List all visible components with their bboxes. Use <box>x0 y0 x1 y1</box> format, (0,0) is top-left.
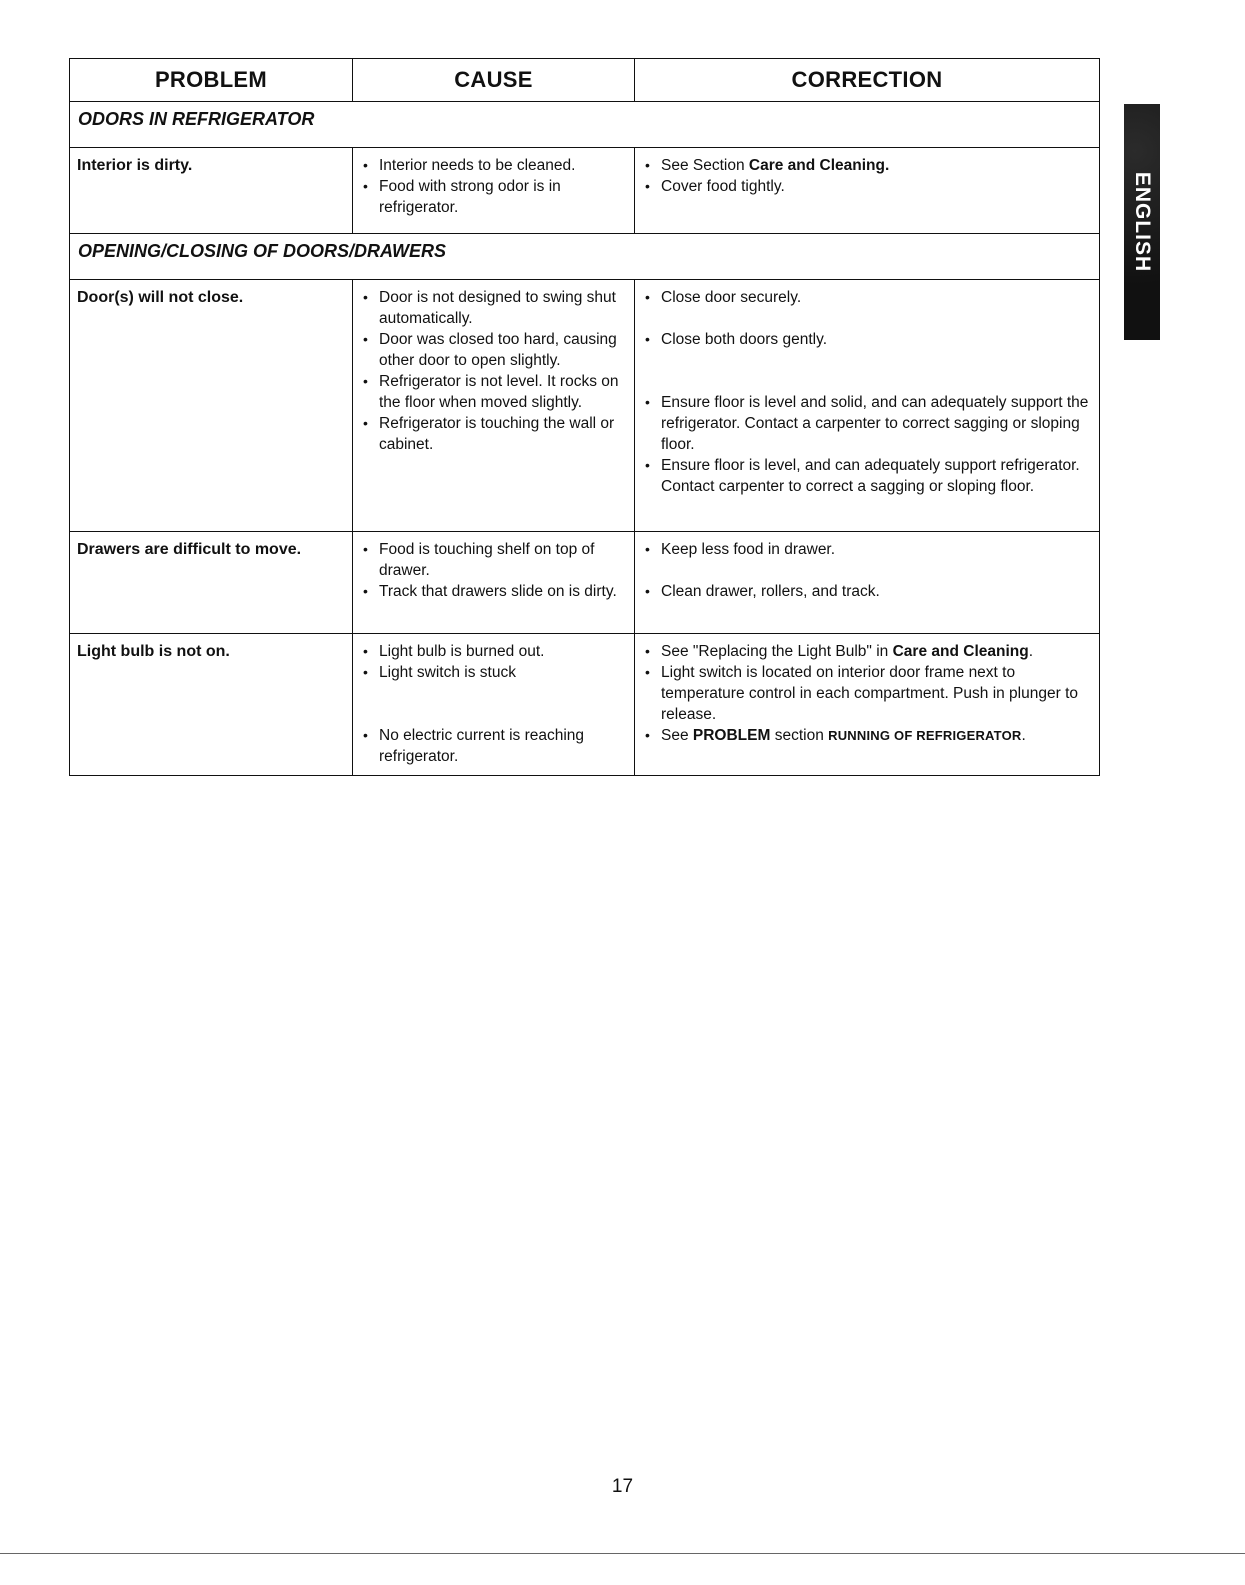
table-row <box>70 634 1100 776</box>
correction-emphasis: Care and Cleaning <box>892 643 1029 660</box>
correction-emphasis: Care and Cleaning. <box>748 157 890 174</box>
list-item <box>644 725 1093 746</box>
correction-list <box>644 287 1093 497</box>
list-item: • Keep less food in drawer. <box>644 539 1093 560</box>
list-item: • Refrigerator is touching the wall or cabinet. <box>362 413 628 455</box>
cause-cell <box>353 532 635 634</box>
correction-cell <box>635 280 1100 532</box>
list-item: • Close both doors gently. <box>644 329 1093 350</box>
language-side-tab <box>1124 104 1160 340</box>
section-title-opening-closing: OPENING/CLOSING OF DOORS/DRAWERS <box>70 234 1100 280</box>
problem-cell: Light bulb is not on. <box>70 634 353 776</box>
section-row <box>70 102 1100 148</box>
header-cause: CAUSE <box>353 59 635 102</box>
correction-text: See Section <box>661 157 749 174</box>
header-correction: CORRECTION <box>635 59 1100 102</box>
list-item: • Door was closed too hard, causing other door to open slightly. <box>362 329 628 371</box>
table-row <box>70 280 1100 532</box>
list-item: • Light bulb is burned out. <box>362 641 628 662</box>
list-item: • Cover food tightly. <box>644 176 1093 197</box>
cause-list <box>362 287 628 455</box>
correction-list <box>644 539 1093 602</box>
list-item: • Ensure floor is level, and can adequately support refrigerator. Contact carpenter to correct a sagging or sloping floor. <box>644 455 1093 497</box>
correction-cell <box>635 148 1100 234</box>
correction-emphasis: PROBLEM <box>692 727 771 744</box>
problem-cell: Drawers are difficult to move. <box>70 532 353 634</box>
section-row <box>70 234 1100 280</box>
list-item: • Refrigerator is not level. It rocks on the floor when moved slightly. <box>362 371 628 413</box>
list-item: • Interior needs to be cleaned. <box>362 155 628 176</box>
troubleshooting-table <box>69 58 1100 776</box>
correction-text: See "Replacing the Light Bulb" in <box>661 643 893 660</box>
correction-text: section <box>770 727 829 744</box>
correction-text: . <box>1021 727 1026 744</box>
correction-cell <box>635 634 1100 776</box>
list-item: • No electric current is reaching refrigerator. <box>362 725 628 767</box>
list-item: • Food is touching shelf on top of drawer. <box>362 539 628 581</box>
correction-cell <box>635 532 1100 634</box>
correction-text: See <box>661 727 693 744</box>
list-item: • Light switch is stuck <box>362 662 628 683</box>
table-header-row <box>70 59 1100 102</box>
list-item: • Clean drawer, rollers, and track. <box>644 581 1093 602</box>
correction-smallcaps: RUNNING OF REFRIGERATOR <box>828 728 1022 743</box>
table-row <box>70 532 1100 634</box>
section-title-odors: ODORS IN REFRIGERATOR <box>70 102 1100 148</box>
bottom-divider <box>0 1553 1245 1554</box>
cause-cell <box>353 280 635 532</box>
cause-list <box>362 539 628 602</box>
list-item: • Light switch is located on interior door frame next to temperature control in each compartment. Push in plunger to release. <box>644 662 1093 725</box>
list-item <box>644 155 1093 176</box>
correction-list <box>644 155 1093 197</box>
cause-list <box>362 155 628 218</box>
cause-cell <box>353 634 635 776</box>
problem-cell: Door(s) will not close. <box>70 280 353 532</box>
page-number: 17 <box>611 1476 634 1497</box>
correction-list <box>644 641 1093 746</box>
list-item: • Door is not designed to swing shut automatically. <box>362 287 628 329</box>
cause-cell <box>353 148 635 234</box>
list-item: • Food with strong odor is in refrigerator. <box>362 176 628 218</box>
list-item <box>644 641 1093 662</box>
header-problem: PROBLEM <box>70 59 353 102</box>
list-item: • Close door securely. <box>644 287 1093 308</box>
table-row <box>70 148 1100 234</box>
cause-list <box>362 641 628 767</box>
correction-text: . <box>1028 643 1034 660</box>
list-item: • Track that drawers slide on is dirty. <box>362 581 628 602</box>
list-item: • Ensure floor is level and solid, and can adequately support the refrigerator. Contact a carpenter to correct sagging or sloping floor. <box>644 392 1093 455</box>
problem-cell: Interior is dirty. <box>70 148 353 234</box>
language-tab-label: ENGLISH <box>1131 171 1154 273</box>
